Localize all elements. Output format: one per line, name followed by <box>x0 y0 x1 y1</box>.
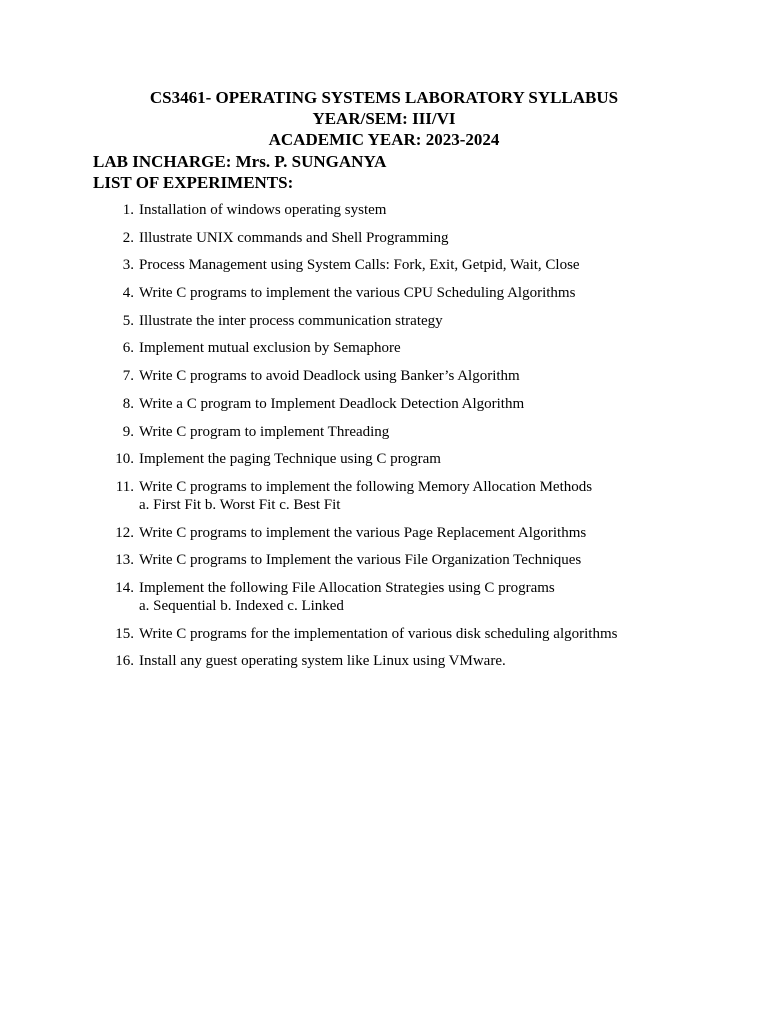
document-title: CS3461- OPERATING SYSTEMS LABORATORY SYLLABUS <box>149 88 619 107</box>
experiment-number: 10. <box>115 451 134 468</box>
experiment-body <box>139 579 720 615</box>
experiment-item <box>100 284 720 302</box>
lab-info <box>93 151 386 193</box>
experiment-number: 4. <box>122 285 134 302</box>
year-sem-line: YEAR/SEM: III/VI <box>312 109 456 128</box>
experiment-body <box>139 395 720 413</box>
experiment-item <box>100 367 720 385</box>
academic-year-line: ACADEMIC YEAR: 2023-2024 <box>268 130 500 149</box>
experiments-heading: LIST OF EXPERIMENTS: <box>93 173 294 192</box>
experiment-text: Write C programs to implement the following Memory Allocation Methods <box>139 478 593 495</box>
lab-incharge-line: LAB INCHARGE: Mrs. P. SUNGANYA <box>93 152 387 171</box>
experiment-text: Implement the paging Technique using C program <box>139 451 441 468</box>
experiment-number: 3. <box>122 257 134 274</box>
experiment-body <box>139 256 720 274</box>
experiment-item <box>100 229 720 247</box>
experiment-body <box>139 312 720 330</box>
experiment-body <box>139 478 720 514</box>
experiment-number: 12. <box>115 524 134 541</box>
experiment-number: 16. <box>115 653 134 670</box>
experiment-body <box>139 625 720 643</box>
experiment-body <box>139 284 720 302</box>
experiment-item <box>100 312 720 330</box>
experiment-item <box>100 524 720 542</box>
experiment-text: Write C programs to implement the various Page Replacement Algorithms <box>139 524 587 541</box>
experiment-number: 5. <box>122 312 134 329</box>
experiment-text: Illustrate the inter process communication strategy <box>139 312 443 329</box>
experiment-item <box>100 339 720 357</box>
experiment-text: Write a C program to Implement Deadlock Detection Algorithm <box>139 395 525 412</box>
experiment-number: 14. <box>115 579 134 596</box>
experiment-number: 7. <box>122 368 134 385</box>
experiment-item <box>100 478 720 514</box>
experiment-item <box>100 625 720 643</box>
experiment-item <box>100 256 720 274</box>
experiment-number: 2. <box>122 229 134 246</box>
experiment-text: Installation of windows operating system <box>139 202 387 218</box>
experiment-item <box>100 395 720 413</box>
experiment-text: Illustrate UNIX commands and Shell Programming <box>139 229 449 246</box>
experiment-item <box>100 450 720 468</box>
experiment-item <box>100 201 720 219</box>
experiment-body <box>139 652 720 670</box>
experiment-number: 6. <box>122 340 134 357</box>
experiment-body <box>139 551 720 569</box>
experiment-text: Write C programs to implement the various CPU Scheduling Algorithms <box>139 285 576 302</box>
experiment-body <box>139 229 720 247</box>
experiment-item <box>100 551 720 569</box>
experiment-body <box>139 201 720 219</box>
experiment-text: Implement the following File Allocation Strategies using C programs <box>139 579 555 596</box>
experiment-number: 13. <box>115 552 134 569</box>
experiment-body <box>139 339 720 357</box>
experiment-item <box>100 579 720 615</box>
experiment-number: 15. <box>115 625 134 642</box>
experiment-subtext: a. First Fit b. Worst Fit c. Best Fit <box>139 496 341 513</box>
experiment-number: 9. <box>122 423 134 440</box>
experiment-item <box>100 423 720 441</box>
experiment-text: Write C programs for the implementation of various disk scheduling algorithms <box>139 625 618 642</box>
experiment-body <box>139 450 720 468</box>
experiment-text: Write C programs to Implement the various File Organization Techniques <box>139 552 582 569</box>
experiment-text: Install any guest operating system like Linux using VMware. <box>139 653 506 670</box>
experiment-text: Write C programs to avoid Deadlock using Banker’s Algorithm <box>139 368 520 385</box>
experiment-item <box>100 652 720 670</box>
experiment-number: 11. <box>115 478 134 495</box>
experiment-text: Process Management using System Calls: Fork, Exit, Getpid, Wait, Close <box>139 257 580 274</box>
experiment-subtext: a. Sequential b. Indexed c. Linked <box>139 597 344 614</box>
experiment-text: Write C program to implement Threading <box>139 423 390 440</box>
experiment-body <box>139 367 720 385</box>
experiments-list <box>100 201 720 680</box>
experiment-body <box>139 423 720 441</box>
experiment-number: 1. <box>122 202 134 218</box>
experiment-body <box>139 524 720 542</box>
experiment-number: 8. <box>122 395 134 412</box>
syllabus-header <box>0 87 768 150</box>
experiment-text: Implement mutual exclusion by Semaphore <box>139 340 401 357</box>
